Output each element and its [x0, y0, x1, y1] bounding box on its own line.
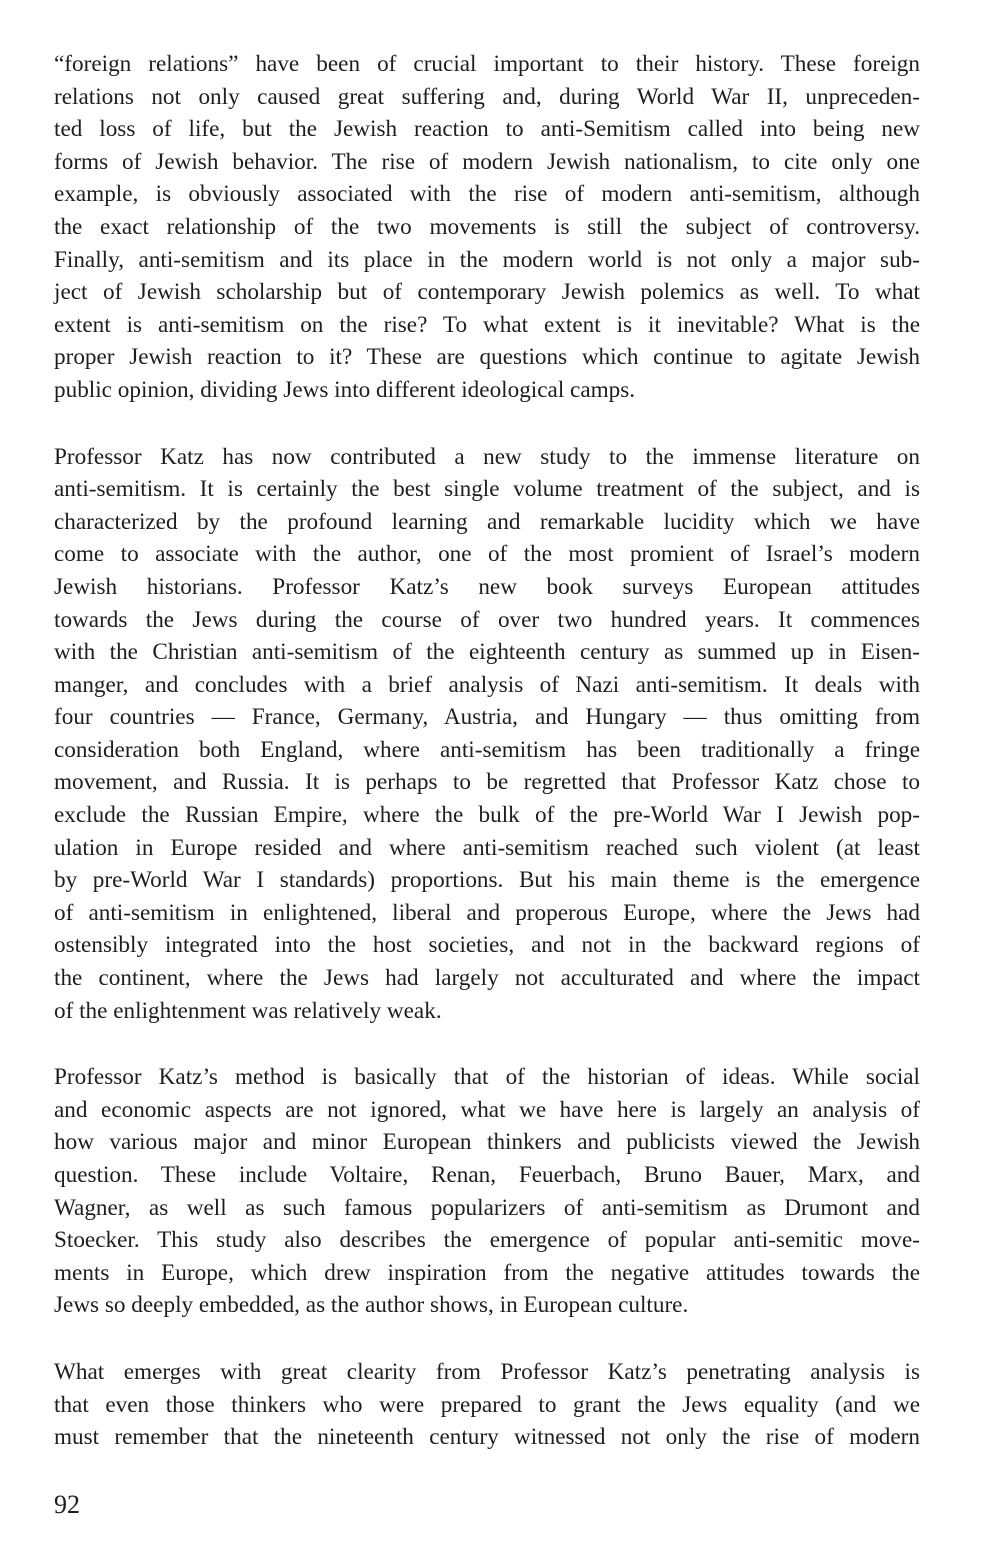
paragraph-2 — [54, 441, 920, 1028]
text-line: exclude the Russian Empire, where the bulk of the pre-World War I Jewish pop- — [54, 802, 920, 829]
text-line: proper Jewish reaction to it? These are questions which continue to agitate Jewish — [54, 344, 920, 371]
text-line: ostensibly integrated into the host societies, and not in the backward regions of — [54, 932, 920, 959]
text-line: Stoecker. This study also describes the emergence of popular anti-semitic move- — [54, 1227, 920, 1254]
text-line: of the enlightenment was relatively weak. — [54, 997, 442, 1024]
text-line: Jews so deeply embedded, as the author shows, in European culture. — [54, 1292, 689, 1319]
text-line: must remember that the nineteenth century witnessed not only the rise of modern — [54, 1424, 920, 1451]
paragraph-4 — [54, 1356, 920, 1454]
text-line: the exact relationship of the two movements is still the subject of controversy. — [54, 213, 920, 240]
text-line: ted loss of life, but the Jewish reaction to anti-Semitism called into being new — [54, 116, 920, 143]
paragraph-3 — [54, 1061, 920, 1322]
text-line: extent is anti-semitism on the rise? To what extent is it inevitable? What is the — [54, 311, 920, 338]
text-line: of anti-semitism in enlightened, liberal and properous Europe, where the Jews had — [54, 899, 920, 926]
text-line: forms of Jewish behavior. The rise of modern Jewish nationalism, to cite only one — [54, 148, 920, 175]
text-line: example, is obviously associated with the rise of modern anti-semitism, although — [54, 181, 920, 208]
text-line: Jewish historians. Professor Katz’s new book surveys European attitudes — [54, 573, 920, 600]
text-line: towards the Jews during the course of over two hundred years. It commences — [54, 606, 920, 633]
text-line: come to associate with the author, one of the most promient of Israel’s modern — [54, 541, 920, 568]
text-line: ject of Jewish scholarship but of contemporary Jewish polemics as well. To what — [54, 279, 920, 306]
text-line: “foreign relations” have been of crucial important to their history. These foreign — [54, 51, 920, 77]
text-line: anti-semitism. It is certainly the best single volume treatment of the subject, and is — [54, 476, 920, 503]
text-line: Professor Katz has now contributed a new study to the immense literature on — [54, 443, 920, 470]
text-line: What emerges with great clearity from Professor Katz’s penetrating analysis is — [54, 1358, 920, 1385]
text-line: public opinion, dividing Jews into different ideological camps. — [54, 376, 636, 403]
document-page — [54, 48, 920, 1488]
text-line: movement, and Russia. It is perhaps to be regretted that Professor Katz chose to — [54, 769, 920, 796]
text-line: with the Christian anti-semitism of the eighteenth century as summed up in Eisen- — [54, 639, 920, 666]
text-line: the continent, where the Jews had largely not acculturated and where the impact — [54, 965, 920, 992]
text-line: ments in Europe, which drew inspiration from the negative attitudes towards the — [54, 1259, 920, 1286]
text-line: Wagner, as well as such famous popularizers of anti-semitism as Drumont and — [54, 1194, 920, 1221]
text-line: by pre-World War I standards) proportions. But his main theme is the emergence — [54, 867, 920, 894]
page-number: 92 — [54, 1490, 80, 1519]
text-line: that even those thinkers who were prepared to grant the Jews equality (and we — [54, 1391, 920, 1418]
text-line: Finally, anti-semitism and its place in the modern world is not only a major sub- — [54, 246, 920, 273]
text-line: manger, and concludes with a brief analysis of Nazi anti-semitism. It deals with — [54, 671, 920, 698]
text-line: and economic aspects are not ignored, what we have here is largely an analysis of — [54, 1096, 920, 1123]
text-line: relations not only caused great suffering and, during World War II, unpreceden- — [54, 83, 920, 110]
text-line: how various major and minor European thinkers and publicists viewed the Jewish — [54, 1129, 920, 1156]
text-line: question. These include Voltaire, Renan, Feuerbach, Bruno Bauer, Marx, and — [54, 1162, 920, 1188]
text-line: ulation in Europe resided and where anti-semitism reached such violent (at least — [54, 834, 920, 861]
text-line: consideration both England, where anti-semitism has been traditionally a fringe — [54, 736, 920, 763]
text-line: Professor Katz’s method is basically that of the historian of ideas. While social — [54, 1064, 920, 1091]
text-line: four countries — France, Germany, Austria, and Hungary — thus omitting from — [54, 704, 920, 731]
paragraph-1 — [54, 48, 920, 407]
text-line: characterized by the profound learning and remarkable lucidity which we have — [54, 508, 920, 535]
